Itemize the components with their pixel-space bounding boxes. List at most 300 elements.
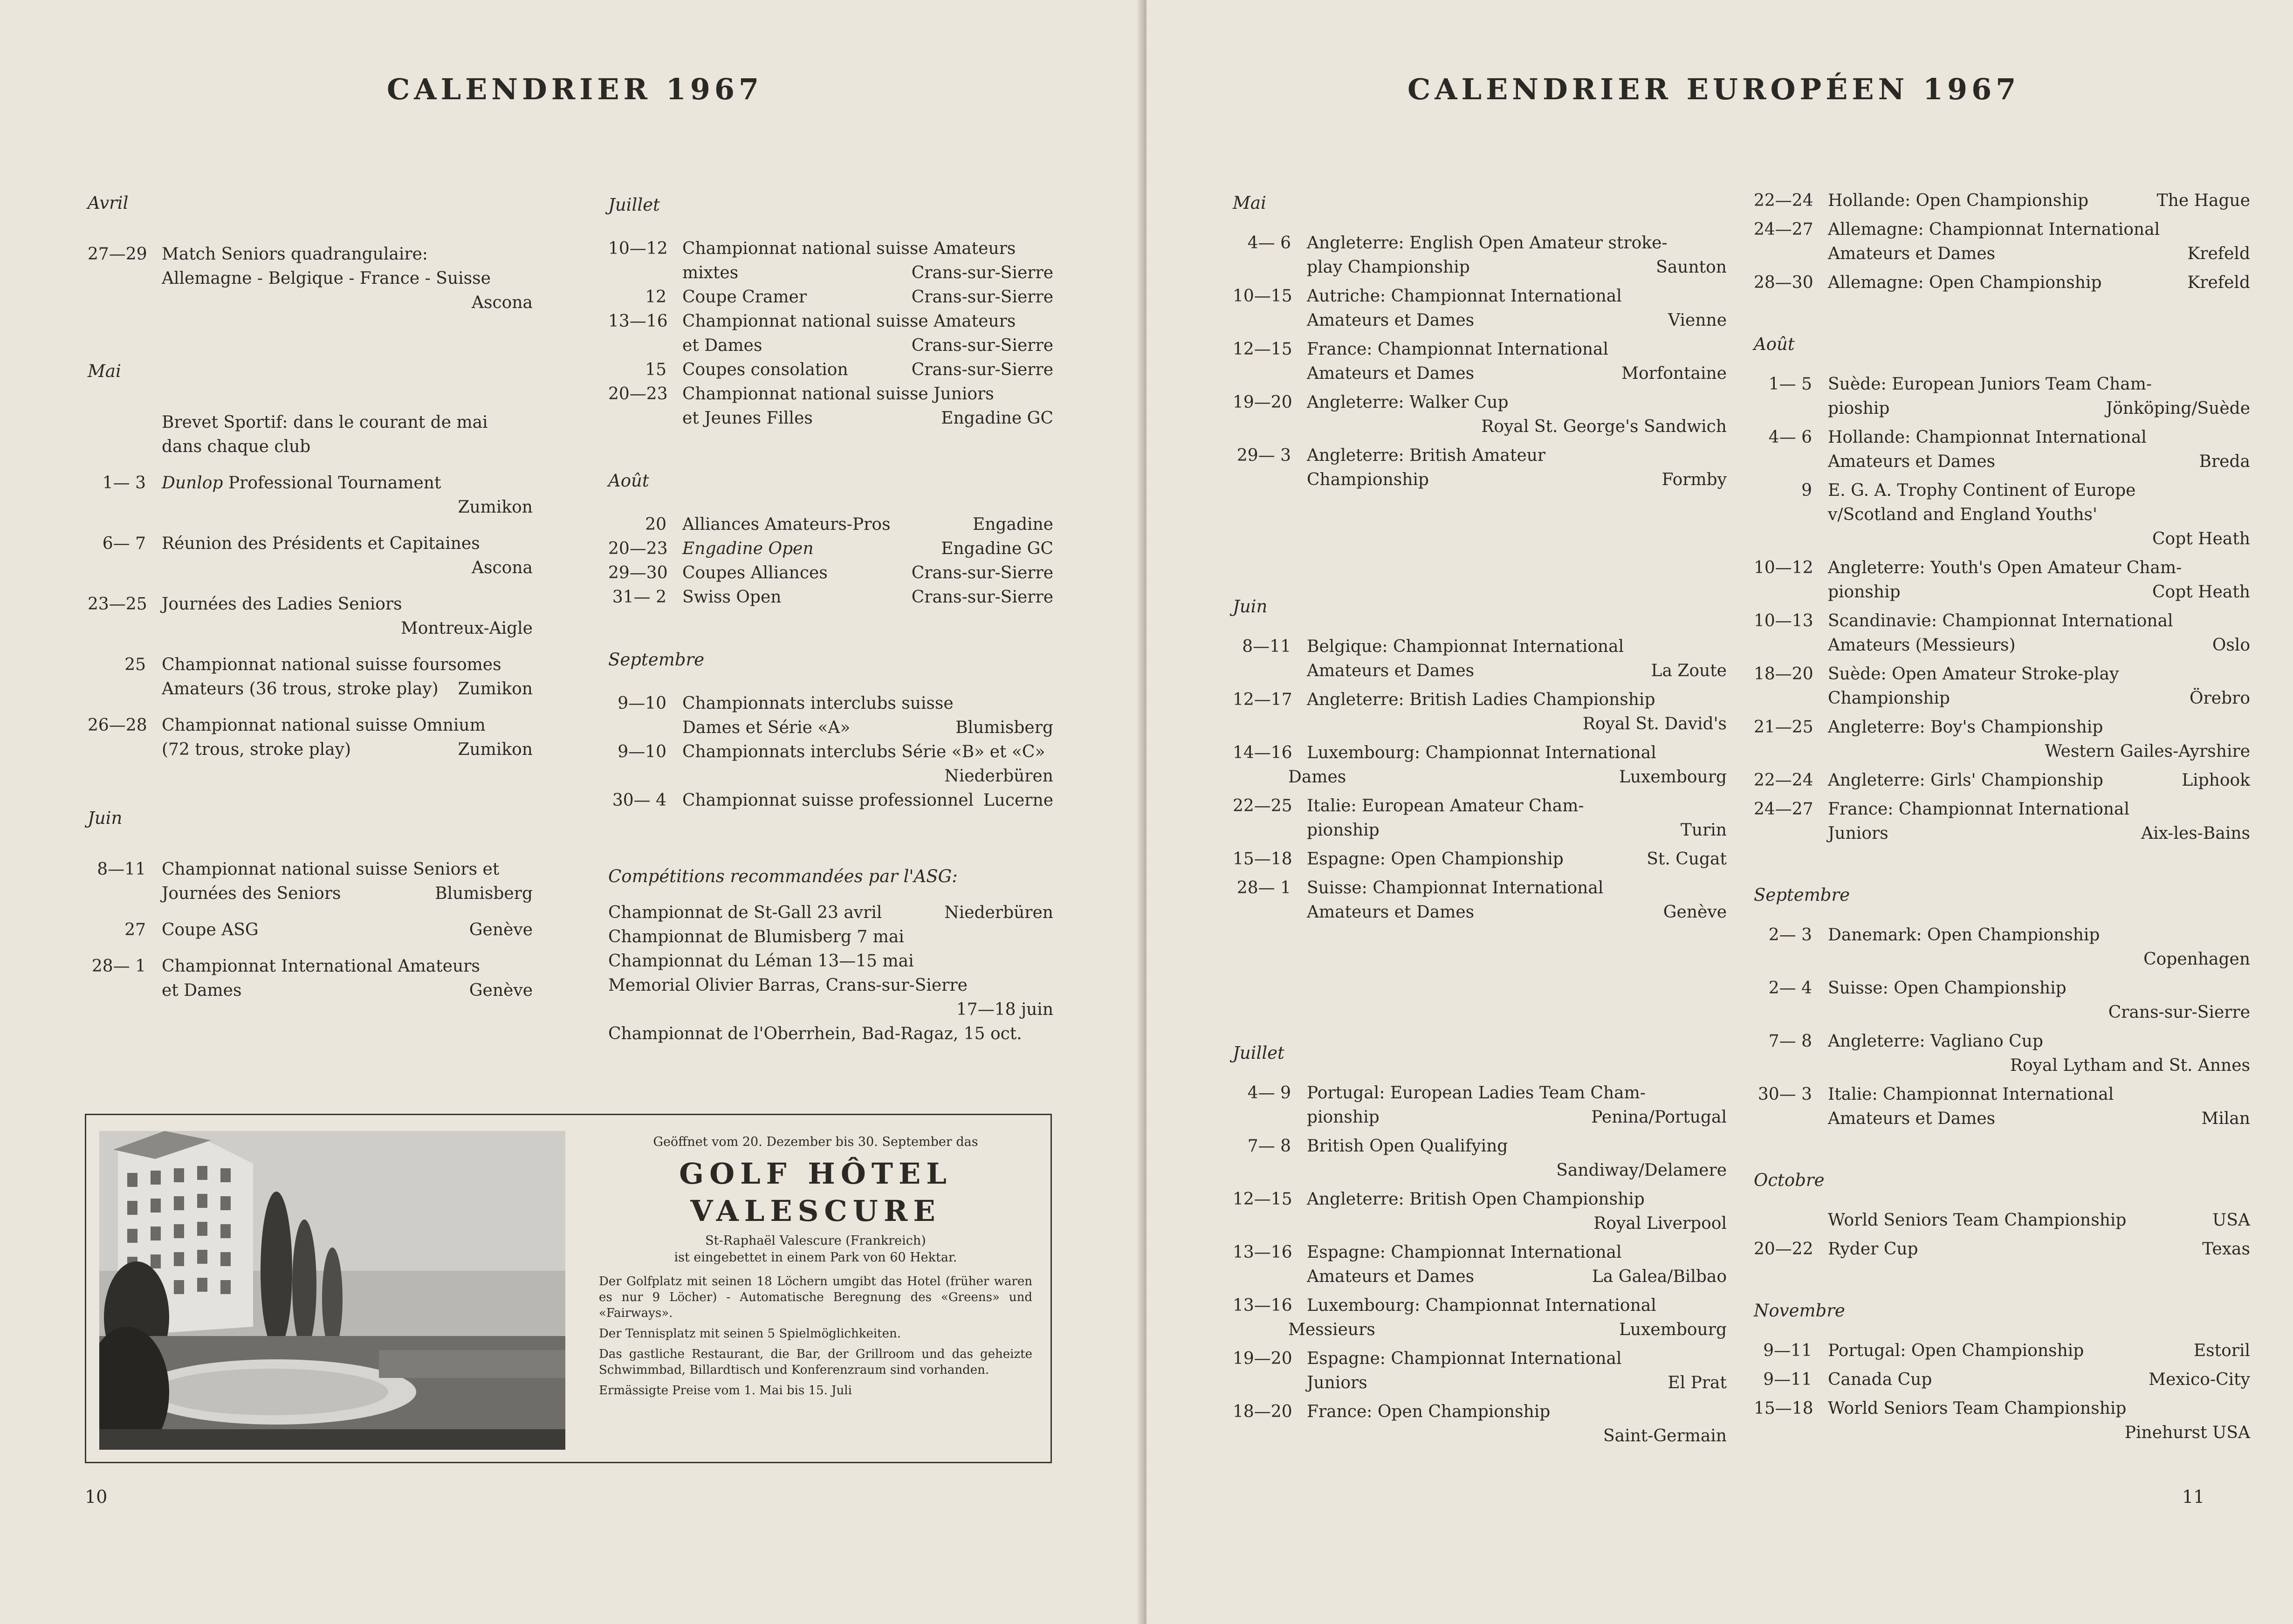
entry-line [1828, 189, 2250, 213]
event-name: Espagne: Open Championship [1307, 850, 1564, 869]
entry-content [146, 713, 533, 762]
entry-date: 24—27 [1754, 220, 1813, 239]
event-text [1307, 444, 1727, 468]
calendar-entry [1233, 635, 1727, 683]
entry-line [1288, 765, 1727, 789]
calendar-entry [88, 918, 533, 942]
event-location: Oslo [2212, 636, 2250, 655]
calendar-entry [1754, 1237, 2250, 1261]
entry-line [1307, 362, 1727, 386]
event-name: Coupes consolation [682, 360, 848, 379]
hotel-pool-photo-icon [99, 1131, 565, 1450]
entry-content [1812, 425, 2250, 474]
entry-date: 1— 5 [1768, 375, 1812, 394]
event-location: Genève [1663, 903, 1727, 922]
event-name: Championnat de Blumisberg 7 mai [608, 927, 904, 946]
event-text [162, 242, 533, 267]
event-name: Championnats interclubs Série «B» et «C» [682, 742, 1045, 761]
month-heading: Septembre [1754, 885, 1850, 905]
event-location: Western Gailes-Ayrshire [2045, 742, 2250, 761]
calendar-entry [1754, 1083, 2250, 1131]
event-name: Suisse: Championnat International [1307, 878, 1604, 898]
entry-date: 19—20 [1233, 1349, 1292, 1368]
month-heading: Mai [88, 361, 121, 381]
event-name: Amateurs et Dames [1828, 452, 1996, 471]
event-name: Allemagne - Belgique - France - Suisse [162, 269, 491, 288]
event-text [1828, 556, 2250, 580]
event-name: Angleterre: British Ladies Championship [1307, 690, 1655, 709]
event-text [682, 788, 974, 813]
event-location: Crans-sur-Sierre [911, 563, 1053, 582]
entry-content [1291, 794, 1727, 843]
entry-date: 13—16 [608, 312, 668, 331]
event-name: Championnats interclubs suisse [682, 694, 954, 713]
calendar-entry [1233, 1187, 1727, 1236]
entry-date: 29— 3 [1236, 446, 1291, 465]
event-location: Copt Heath [2152, 529, 2250, 548]
event-text [1307, 391, 1727, 415]
event-location: Formby [1661, 470, 1727, 489]
entry-content [146, 242, 533, 315]
event-text [608, 925, 1053, 949]
event-location: The Hague [2156, 191, 2250, 210]
event-name: Swiss Open [682, 588, 782, 607]
event-location: 17—18 juin [956, 1000, 1053, 1019]
entry-date: 12—15 [1233, 1190, 1292, 1209]
entry-date: 22—24 [1754, 191, 1813, 210]
month-section [1754, 189, 2250, 295]
entry-line [1828, 580, 2250, 604]
event-text [162, 882, 341, 906]
month-section [88, 359, 533, 762]
event-location: Milan [2201, 1109, 2250, 1128]
entry-line [1828, 271, 2250, 295]
calendar-entry [1754, 372, 2250, 421]
calendar-entry [1233, 284, 1727, 333]
event-location: Ascona [472, 293, 533, 312]
event-text [1307, 308, 1474, 333]
calendar-entry [1754, 768, 2250, 793]
month-heading: Juillet [1233, 1043, 1284, 1063]
entry-content [1812, 1368, 2250, 1392]
entry-date: 7— 8 [1768, 1032, 1812, 1051]
right-page [1146, 0, 2293, 1624]
event-location: Turin [1680, 821, 1727, 840]
event-location: Royal Liverpool [1593, 1214, 1727, 1233]
entry-line [682, 585, 1053, 610]
event-text [162, 954, 533, 979]
entry-content [1812, 715, 2250, 764]
calendar-entry [1754, 189, 2250, 213]
calendar-entry [1233, 231, 1727, 280]
month-section [1754, 883, 2250, 1131]
calendar-entry [608, 740, 1053, 788]
entry-date: 28— 1 [1236, 878, 1291, 898]
calendar-entry [88, 532, 533, 580]
calendar-entry [1754, 1368, 2250, 1392]
event-text [1288, 765, 1346, 789]
event-name: Amateurs et Dames [1307, 1267, 1475, 1286]
event-location: Engadine [972, 515, 1053, 534]
event-text [608, 901, 882, 925]
entry-date: 13—16 [1233, 1243, 1292, 1262]
event-name: Espagne: Championnat International [1307, 1243, 1622, 1262]
event-text [1828, 1397, 2250, 1421]
event-location: Royal St. David's [1582, 714, 1727, 733]
entry-date: 7— 8 [1247, 1137, 1291, 1156]
entry-content [666, 237, 1053, 285]
event-text [1307, 255, 1470, 280]
event-text [682, 261, 738, 285]
event-location: Krefeld [2187, 273, 2250, 292]
event-text [1828, 633, 2016, 658]
entry-content [1812, 1397, 2250, 1445]
event-name: et Dames [162, 981, 242, 1000]
page-title: CALENDRIER 1967 [387, 72, 763, 106]
entry-content [666, 537, 1053, 561]
entry-date: 10—13 [1754, 611, 1813, 630]
event-text [1307, 1265, 1474, 1289]
event-text [1307, 876, 1727, 900]
event-text [162, 653, 533, 677]
calendar-entry [608, 237, 1053, 285]
entry-line [1307, 1105, 1727, 1130]
event-name: Championnat national suisse Amateurs [682, 312, 1016, 331]
entry-date: 20 [645, 515, 666, 534]
event-text [1828, 479, 2250, 503]
event-name: Italie: Championnat International [1828, 1085, 2114, 1104]
event-name: pionship [1307, 1108, 1380, 1127]
entry-date: 13—16 [1233, 1296, 1292, 1315]
entry-date: 30— 4 [612, 791, 666, 810]
calendar-entry [1754, 479, 2250, 551]
event-name: Angleterre: Vagliano Cup [1828, 1032, 2043, 1051]
event-location: Luxembourg [1619, 767, 1727, 787]
entry-content [1291, 876, 1727, 925]
event-text [162, 738, 351, 762]
calendar-entry [1754, 715, 2250, 764]
entry-line [1307, 659, 1727, 683]
event-text [1828, 242, 1995, 266]
event-location: Morfontaine [1621, 364, 1727, 383]
event-location: La Zoute [1651, 661, 1727, 680]
event-name: Championnat national suisse foursomes [162, 655, 501, 674]
event-location: Lucerne [983, 791, 1053, 810]
entry-date: 9—10 [618, 694, 666, 713]
entry-line [682, 537, 1053, 561]
event-name: pionship [1307, 821, 1380, 840]
event-name: pionship [1828, 582, 1901, 602]
entry-content [1291, 391, 1727, 439]
entry-date: 12—15 [1233, 340, 1292, 359]
calendar-entry [1233, 391, 1727, 439]
calendar-entry [88, 242, 533, 315]
month-section [1754, 1168, 2250, 1261]
calendar-entry [1754, 1397, 2250, 1445]
entry-line [1307, 255, 1727, 280]
entry-date: 20—23 [608, 384, 668, 404]
calendar-entry [1754, 1339, 2250, 1363]
calendar-entry [1754, 609, 2250, 658]
event-location: Crans-sur-Sierre [2108, 1003, 2250, 1022]
event-text [1288, 1318, 1375, 1342]
month-section [1233, 595, 1727, 925]
entry-line [1828, 242, 2250, 266]
entry-date [88, 411, 146, 459]
event-name: British Open Qualifying [1307, 1137, 1508, 1156]
event-location: Breda [2199, 452, 2250, 471]
event-location: Genève [469, 981, 533, 1000]
month-section [88, 806, 533, 1003]
event-name: Angleterre: English Open Amateur stroke- [1307, 233, 1668, 253]
entry-line [682, 788, 1053, 813]
month-heading: Août [608, 471, 649, 491]
event-name: Amateurs et Dames [1307, 311, 1475, 330]
event-text [1307, 468, 1429, 492]
entry-content [1291, 1400, 1727, 1448]
event-text [1307, 900, 1474, 925]
event-name: Messieurs [1288, 1320, 1375, 1339]
entry-content [666, 740, 1053, 788]
event-name: Championnat national suisse Seniors et [162, 860, 500, 879]
event-name: Angleterre: Youth's Open Amateur Cham- [1828, 558, 2182, 577]
entry-content [1291, 688, 1727, 736]
entry-content [1291, 1187, 1727, 1236]
entry-line [1307, 308, 1727, 333]
entry-content [1291, 1240, 1727, 1289]
event-name: Championnat International Amateurs [162, 957, 480, 976]
entry-line [1307, 900, 1727, 925]
entry-content [1812, 609, 2250, 658]
event-text [1307, 794, 1727, 818]
event-location: USA [2212, 1211, 2250, 1230]
event-name: Angleterre: British Amateur [1307, 446, 1546, 465]
event-text [1307, 818, 1380, 843]
hotel-advertisement [85, 1114, 1052, 1463]
entry-line [1307, 1265, 1727, 1289]
event-location: El Prat [1668, 1373, 1727, 1392]
event-name: mixtes [682, 263, 739, 282]
calendar-entry [1233, 847, 1727, 871]
entry-content [666, 513, 1053, 537]
event-text [1307, 1134, 1727, 1158]
event-location: Blumisberg [435, 884, 533, 903]
event-name: Professional Tournament [223, 473, 441, 493]
calendar-column [1233, 191, 1727, 1453]
entry-content [1812, 797, 2250, 846]
event-location: Engadine GC [941, 539, 1053, 558]
event-name: Championnat de l'Oberrhein, Bad-Ragaz, 15 oct. [608, 1024, 1022, 1043]
entry-line [1828, 397, 2250, 421]
entry-content [666, 561, 1053, 585]
event-name: Espagne: Championnat International [1307, 1349, 1622, 1368]
event-name: Match Seniors quadrangulaire: [162, 245, 428, 264]
entry-content [1812, 372, 2250, 421]
event-name: play Championship [1307, 258, 1470, 277]
advert-golf-paragraph: Der Golfplatz mit seinen 18 Löchern umgibt das Hotel (früher waren es nur 9 Löcher) - Automatische Beregnung des «Greens» und «Fairways». [599, 1275, 1032, 1320]
calendar-entry [608, 382, 1053, 431]
event-text [1307, 1081, 1727, 1105]
entry-content [666, 358, 1053, 382]
event-name: France: Championnat International [1307, 340, 1609, 359]
event-location: Crans-sur-Sierre [911, 588, 1053, 607]
event-name: Memorial Olivier Barras, Crans-sur-Sierre [608, 976, 968, 995]
event-name: Suède: European Juniors Team Cham- [1828, 375, 2152, 394]
event-name: Championnat national suisse Juniors [682, 384, 994, 404]
event-location: Mexico-City [2149, 1370, 2250, 1389]
event-name: Autriche: Championnat International [1307, 287, 1622, 306]
event-text [682, 561, 828, 585]
event-text [1307, 741, 1727, 765]
advert-tennis-paragraph: Der Tennisplatz mit seinen 5 Spielmöglichkeiten. [599, 1327, 901, 1341]
entry-line [162, 979, 533, 1003]
event-location: Copt Heath [2152, 582, 2250, 602]
entry-date: 12—17 [1233, 690, 1292, 709]
entry-line [682, 334, 1053, 358]
entry-line [1307, 818, 1727, 843]
page-title: CALENDRIER EUROPÉEN 1967 [1407, 72, 2020, 106]
event-name: Alliances Amateurs-Pros [682, 515, 891, 534]
event-text [1307, 337, 1727, 362]
event-location: Zumikon [458, 498, 533, 517]
calendar-entry [1754, 271, 2250, 295]
event-text [1307, 362, 1474, 386]
event-text [1828, 425, 2250, 450]
event-name: Dames [1288, 767, 1346, 787]
entry-content [1812, 662, 2250, 711]
entry-date: 4— 9 [1247, 1083, 1291, 1103]
calendar-entry [1233, 1134, 1727, 1183]
calendar-entry [608, 358, 1053, 382]
entry-date: 26—28 [88, 716, 147, 735]
event-text [1307, 1240, 1727, 1265]
entry-line [682, 406, 1053, 431]
entry-content [146, 918, 533, 942]
event-name: Angleterre: Walker Cup [1307, 393, 1509, 412]
event-name: Journées des Ladies Seniors [162, 595, 402, 614]
event-location: Royal St. George's Sandwich [1481, 417, 1727, 436]
entry-date: 15—18 [1754, 1399, 1813, 1418]
event-text [682, 740, 1053, 764]
entry-date: 15—18 [1233, 850, 1292, 869]
advert-title [599, 1155, 1032, 1230]
event-text [162, 979, 241, 1003]
event-name: et Dames [682, 336, 762, 355]
event-text [162, 918, 259, 942]
month-heading: Septembre [608, 650, 705, 670]
event-name: Coupe Cramer [682, 288, 807, 307]
calendar-entry [1754, 218, 2250, 266]
event-location: Örebro [2190, 689, 2250, 708]
event-location: Penina/Portugal [1591, 1108, 1727, 1127]
event-text [1307, 231, 1727, 255]
page-number: 11 [2182, 1487, 2205, 1507]
entry-line [1828, 1339, 2250, 1363]
event-text [682, 537, 814, 561]
event-text [682, 334, 762, 358]
event-text [1307, 635, 1727, 659]
entry-content [1812, 1339, 2250, 1363]
event-text [1307, 1347, 1727, 1371]
event-location: Luxembourg [1619, 1320, 1727, 1339]
event-name: Hollande: Open Championship [1828, 191, 2089, 210]
entry-content [1812, 923, 2250, 972]
event-location: Royal Lytham and St. Annes [2010, 1056, 2250, 1075]
calendar-entry [88, 857, 533, 906]
entry-date: 22—24 [1754, 771, 1813, 790]
entry-content [146, 532, 533, 580]
entry-content [1291, 337, 1727, 386]
calendar-entry [608, 788, 1053, 813]
event-name: Hollande: Championnat International [1828, 428, 2147, 447]
event-name: Ryder Cup [1828, 1240, 1918, 1259]
event-name: Coupes Alliances [682, 563, 828, 582]
event-text [162, 267, 533, 291]
event-name: Amateurs et Dames [1828, 244, 1996, 263]
event-name: Amateurs (Messieurs) [1828, 636, 2016, 655]
event-text [1307, 688, 1727, 712]
event-name: Championship [1828, 689, 1950, 708]
event-name: Amateurs et Dames [1828, 1109, 1996, 1128]
event-location: Crans-sur-Sierre [911, 288, 1053, 307]
entry-line [682, 513, 1053, 537]
event-name: Danemark: Open Championship [1828, 925, 2100, 945]
event-location: Liphook [2182, 771, 2250, 790]
calendar-entry [88, 653, 533, 701]
entry-content [146, 471, 533, 520]
entry-line [162, 738, 533, 762]
event-name: World Seniors Team Championship [1828, 1399, 2127, 1418]
event-name: Championnat suisse professionnel [682, 791, 974, 810]
month-section [1233, 1041, 1727, 1448]
event-name: Réunion des Présidents et Capitaines [162, 534, 480, 553]
advert-title-line1: GOLF HÔTEL [679, 1157, 952, 1191]
entry-line [1828, 768, 2250, 793]
entry-line [1828, 822, 2250, 846]
event-name: Angleterre: British Open Championship [1307, 1190, 1645, 1209]
event-location: Crans-sur-Sierre [911, 360, 1053, 379]
event-location: Zumikon [458, 679, 533, 699]
event-text [682, 513, 891, 537]
event-text [162, 435, 533, 459]
entry-date: 31— 2 [612, 588, 666, 607]
event-text [1828, 503, 2250, 527]
entry-date: 30— 3 [1758, 1085, 1812, 1104]
event-text [608, 973, 1053, 998]
event-name: Championnat national suisse Amateurs [682, 239, 1016, 258]
entry-date: 19—20 [1233, 393, 1292, 412]
event-location: St. Cugat [1647, 850, 1727, 869]
event-text [1828, 609, 2250, 633]
event-name: dans chaque club [162, 437, 311, 456]
event-name: Portugal: Open Championship [1828, 1341, 2084, 1360]
calendar-entry [1233, 1400, 1727, 1448]
calendar-entry [1754, 556, 2250, 604]
month-section [1233, 191, 1727, 492]
event-text [1828, 797, 2250, 822]
entry-date: 18—20 [1754, 665, 1813, 684]
entry-date: 10—12 [608, 239, 668, 258]
event-text [1307, 847, 1564, 871]
calendar-column [88, 191, 533, 1015]
advert-restaurant-paragraph: Das gastliche Restaurant, die Bar, der Grillroom und das geheizte Schwimmbad, Billardtisch und Konferenzraum sind vorhanden. [599, 1347, 1032, 1377]
entry-line [682, 358, 1053, 382]
event-text [1828, 686, 1950, 711]
month-section [608, 648, 1053, 813]
entry-line [1828, 1107, 2250, 1131]
entry-content [666, 788, 1053, 813]
event-text [682, 237, 1053, 261]
